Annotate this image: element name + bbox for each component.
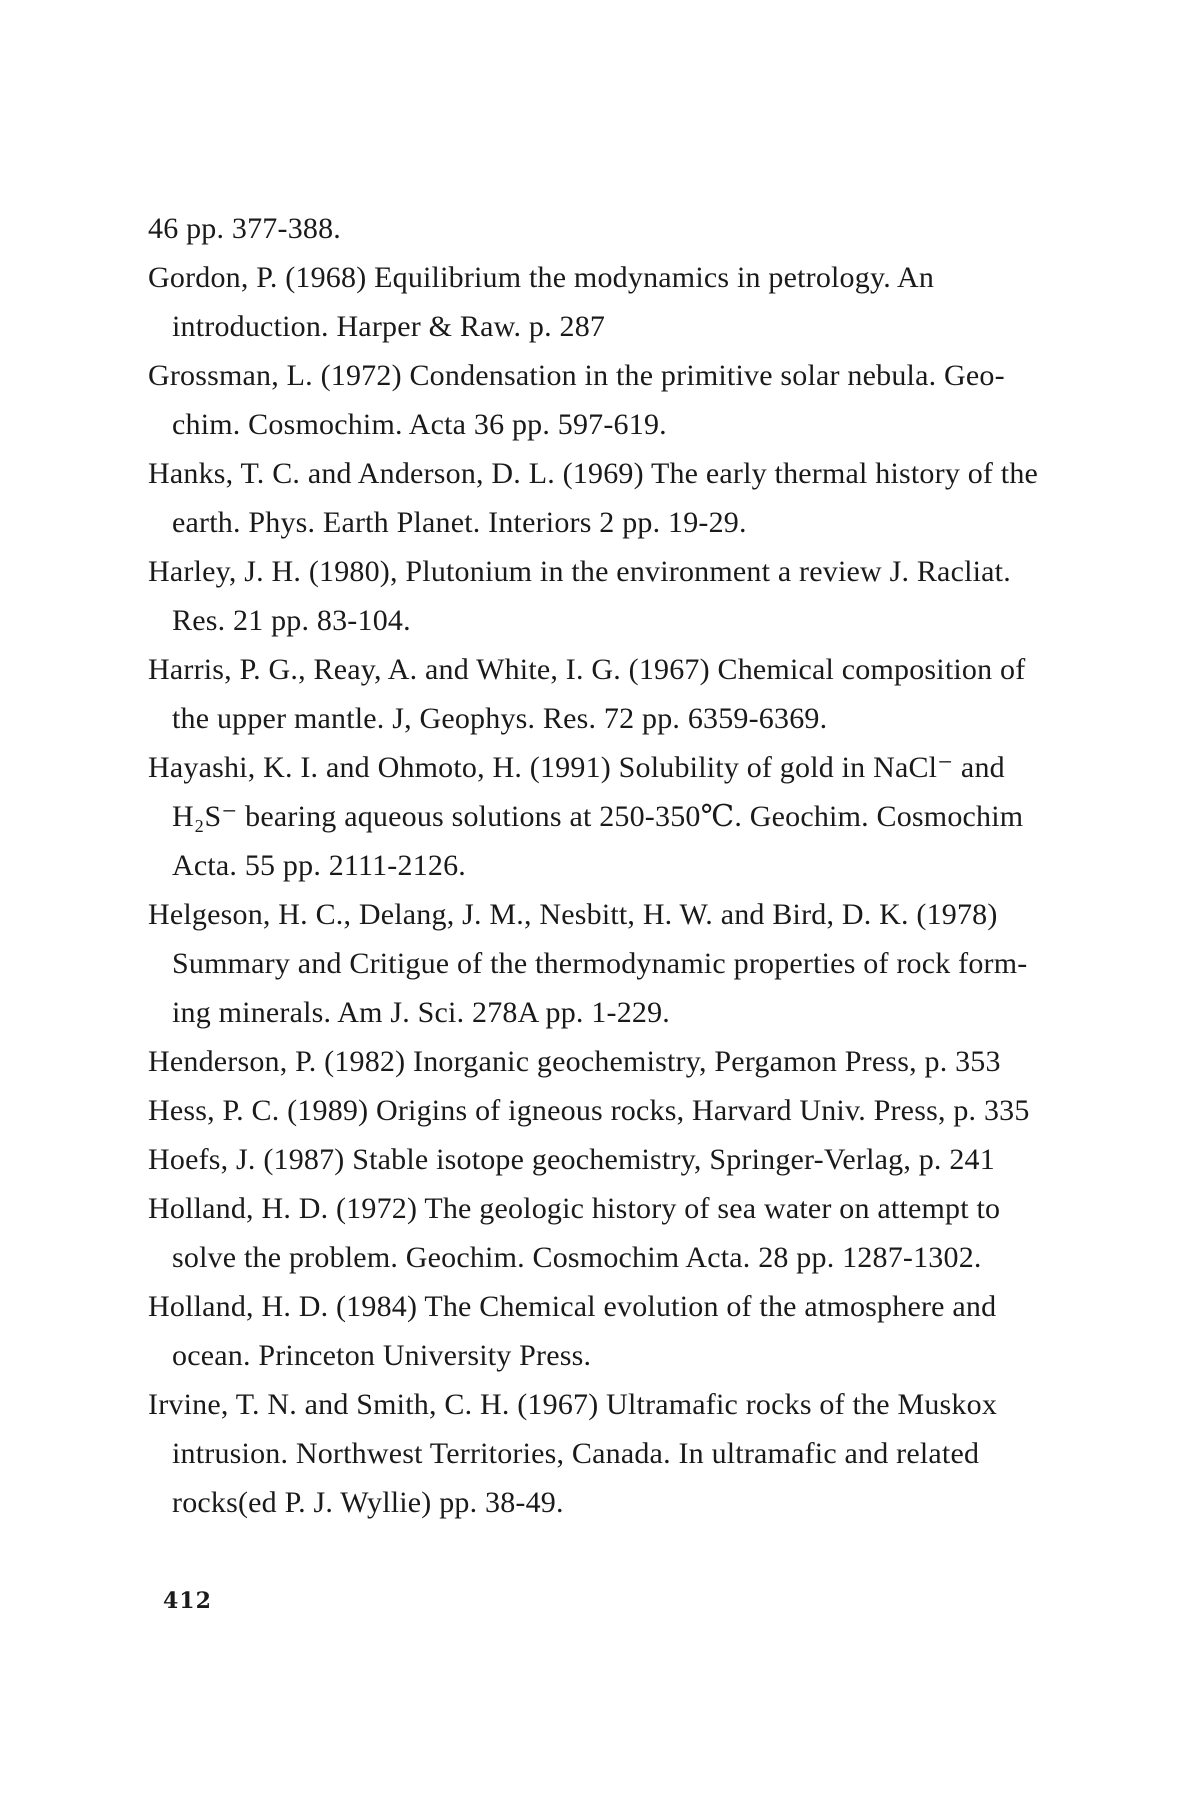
reference-entry [148, 1086, 1038, 1135]
reference-list [148, 204, 1038, 1527]
reference-line: Holland, H. D. (1984) The Chemical evolution of the atmosphere and [148, 1290, 997, 1323]
reference-line: Harris, P. G., Reay, A. and White, I. G. (1967) Chemical composition of [148, 653, 1026, 686]
reference-entry [148, 449, 1038, 547]
reference-line: solve the problem. Geochim. Cosmochim Acta. 28 pp. 1287-1302. [172, 1241, 982, 1274]
reference-line: Helgeson, H. C., Delang, J. M., Nesbitt, H. W. and Bird, D. K. (1978) [148, 898, 998, 931]
reference-line: Henderson, P. (1982) Inorganic geochemistry, Pergamon Press, p. 353 [148, 1045, 1001, 1078]
reference-line: H₂S⁻ bearing aqueous solutions at 250-350℃. Geochim. Cosmochim [172, 800, 1024, 833]
reference-entry [148, 1380, 1038, 1527]
reference-line: chim. Cosmochim. Acta 36 pp. 597-619. [172, 408, 667, 441]
reference-entry [148, 547, 1038, 645]
reference-entry [148, 890, 1038, 1037]
reference-entry [148, 351, 1038, 449]
reference-line: Harley, J. H. (1980), Plutonium in the environment a review J. Racliat. [148, 555, 1011, 588]
reference-entry [148, 1037, 1038, 1086]
reference-entry [148, 253, 1038, 351]
reference-line: Acta. 55 pp. 2111-2126. [172, 849, 466, 882]
reference-line: Grossman, L. (1972) Condensation in the primitive solar nebula. Geo- [148, 359, 1005, 392]
reference-entry [148, 743, 1038, 890]
reference-line: intrusion. Northwest Territories, Canada. In ultramafic and related [172, 1437, 980, 1470]
reference-line: Holland, H. D. (1972) The geologic history of sea water on attempt to [148, 1192, 1001, 1225]
page-number: 412 [163, 1588, 212, 1614]
reference-line: Irvine, T. N. and Smith, C. H. (1967) Ultramafic rocks of the Muskox [148, 1388, 998, 1421]
reference-line: Gordon, P. (1968) Equilibrium the modynamics in petrology. An [148, 261, 935, 294]
reference-line: Res. 21 pp. 83-104. [172, 604, 411, 637]
reference-line: Hayashi, K. I. and Ohmoto, H. (1991) Solubility of gold in NaCl⁻ and [148, 751, 1005, 784]
reference-line: introduction. Harper & Raw. p. 287 [172, 310, 606, 343]
reference-line: Summary and Critigue of the thermodynamic properties of rock form- [172, 947, 1028, 980]
reference-line: Hoefs, J. (1987) Stable isotope geochemistry, Springer-Verlag, p. 241 [148, 1143, 995, 1176]
reference-entry [148, 1282, 1038, 1380]
reference-continuation: 46 pp. 377-388. [148, 212, 341, 245]
reference-entry [148, 645, 1038, 743]
reference-line: ing minerals. Am J. Sci. 278A pp. 1-229. [172, 996, 670, 1029]
reference-line: Hanks, T. C. and Anderson, D. L. (1969) The early thermal history of the [148, 457, 1039, 490]
reference-line: earth. Phys. Earth Planet. Interiors 2 pp. 19-29. [172, 506, 747, 539]
reference-entry [148, 1135, 1038, 1184]
reference-entry [148, 1184, 1038, 1282]
reference-line: the upper mantle. J, Geophys. Res. 72 pp. 6359-6369. [172, 702, 828, 735]
reference-line: Hess, P. C. (1989) Origins of igneous rocks, Harvard Univ. Press, p. 335 [148, 1094, 1030, 1127]
reference-line: ocean. Princeton University Press. [172, 1339, 592, 1372]
reference-line: rocks(ed P. J. Wyllie) pp. 38-49. [172, 1486, 564, 1519]
